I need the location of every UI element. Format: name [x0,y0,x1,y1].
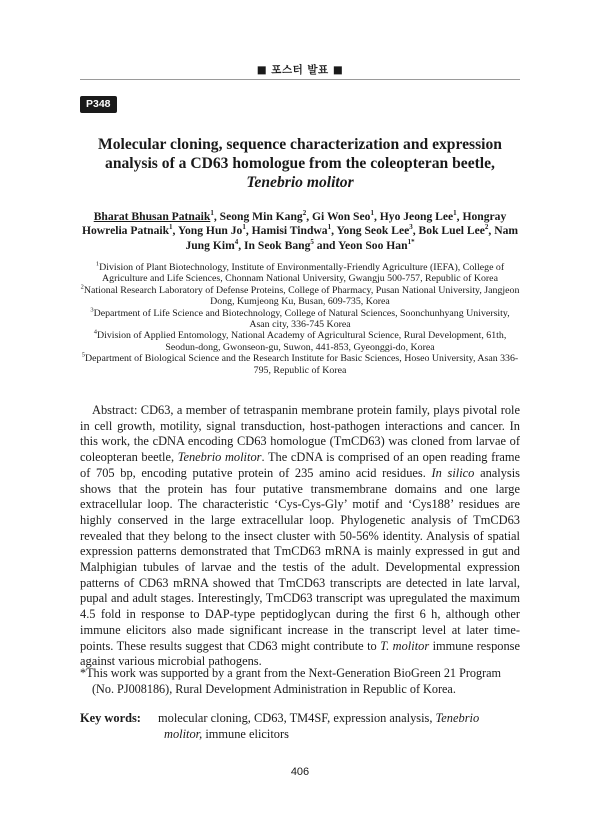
author-separator: , [331,224,337,238]
author-affiliation-mark: 4 [234,237,239,246]
author-affiliation-mark: 1 [327,223,332,232]
abstract-text-3: analysis shows that the protein has four putative transmembrane domains and one large extracellular loop. The characteristic ‘Cys-Cys-Gly’ motif and ‘Cys188’ residues are highly conserved in the large extracellular loop. Phylogenetic analysis of TmCD63 revealed that they belong to the insect cluster with 50-56% identity. Analysis of spatial expression patterns demonstrated that TmCD63 mRNA is mainly expressed in gut and Malphigian tubules of larvae and the testis of the adult. Developmental expression patterns of CD63 mRNA showed that TmCD63 transcripts are detected in late larval, pupal and adult stages. Interestingly, TmCD63 transcript was upregulated the maximum 4.5 fold in response to DAP-type peptidoglycan during the first 6 h, although other immune elicitors also made significant increase in the transcript level at later time-points. These results suggest that CD63 might contribute to [80,465,520,653]
author-affiliation-mark: 1 [453,209,457,218]
header-divider [80,79,520,80]
affiliation-list [80,262,520,376]
author-name: Yong Hun Jo [177,224,243,238]
abstract-species-2: T. molitor [380,638,430,653]
affiliation-number: 5 [81,351,86,359]
abstract-text-4: immune response against various microbial pathogens. [80,638,520,669]
author-affiliation-mark: 3 [409,223,413,232]
author-name: Seong Min Kang [219,210,303,223]
affiliation-number: 3 [90,306,94,314]
affiliation-text: Department of Biological Science and the Research Institute for Basic Sciences, Hoseo University, Asan 336-795, Republic of Korea [85,353,519,376]
funding-note: *This work was supported by a grant from the Next-Generation BioGreen 21 Program (No. PJ008186), Rural Development Administration in Republic of Korea. [80,666,502,696]
affiliation-text: Division of Plant Biotechnology, Institute of Environmentally-Friendly Agriculture (IEFA), College of Agriculture and Life Sciences, Chonnam National University, Gwangju 500-757, Republic of Korea [99,262,505,285]
poster-number-badge: P348 [80,96,117,113]
page-number: 406 [290,766,310,778]
author-name: Hongray Howrelia Patnaik [81,210,507,238]
author-separator: , [238,238,245,252]
affiliation-item [80,262,520,285]
author-name: Bharat Bhusan Patnaik [93,210,211,223]
author-affiliation-mark: 5 [310,237,314,246]
keywords-text: molecular cloning, CD63, TM4SF, expression analysis, [158,711,436,725]
author-affiliation-mark: 2 [484,223,489,232]
affiliation-number: 1 [95,260,100,268]
affiliation-text: Department of Life Science and Biotechnology, College of Natural Sciences, Soonchunhyang University, Asan city, 336-745 Korea [93,307,510,331]
author-name: Hamisi Tindwa [251,224,328,238]
author-name: Bok Luel Lee [418,224,485,238]
author-name: Hyo Jeong Lee [379,210,454,223]
abstract-species-1: Tenebrio molitor [177,450,262,465]
author-separator: , [373,210,380,223]
author-name: Yeon Soo Han [337,238,408,252]
author-separator: , [306,210,313,223]
abstract-text-2: . The cDNA is comprised of an open reading frame of 705 bp, encoding putative protein of 235 amino acid residues. [80,450,520,480]
author-list [80,210,520,253]
author-affiliation-mark: 2 [302,209,307,218]
affiliation-item [80,330,520,353]
affiliation-item [80,285,520,308]
author-name: Yong Seok Lee [336,224,410,238]
author-name: In Seok Bang [244,238,311,252]
keywords-species: Tenebrio molitor, [164,711,480,741]
abstract [80,403,520,670]
author-separator: , [172,224,178,238]
affiliation-number: 2 [80,283,84,291]
keywords [80,711,520,742]
author-separator: and [313,238,338,252]
author-name: Gi Won Seo [312,210,371,223]
author-separator: , [412,224,419,238]
author-affiliation-mark: 1 [210,209,214,218]
keywords-text-2: immune elicitors [202,726,289,741]
author-affiliation-mark: 1 [370,209,374,218]
abstract-text-1: Abstract: CD63, a member of tetraspanin membrane protein family, plays pivotal role in cell growth, motility, signal transduction, host-pathogen interactions and cancer. In this work, the cDNA encoding CD63 homologue (TmCD63) was cloned from larvae of coleopteran beetle, [80,403,520,465]
keywords-label: Key words: [80,711,141,725]
affiliation-text: National Research Laboratory of Defense Proteins, College of Pharmacy, Pusan National University, Jangjeon Dong, Kumjeong Ku, Busan, 609-735, Korea [83,284,520,308]
title-main: Molecular cloning, sequence characterization and expression analysis of a CD63 homologue from the coleopteran beetle, [98,136,502,172]
author-affiliation-mark: 1 [169,223,173,232]
author-separator: , [488,224,495,238]
paper-title [80,135,520,192]
author-affiliation-mark: 1 [242,223,246,232]
section-header: ■ 포스터 발표 ■ [256,64,344,76]
author-separator: , [213,210,220,223]
affiliation-item [80,308,520,331]
title-species: Tenebrio molitor [246,174,354,191]
affiliation-number: 4 [93,329,97,337]
author-affiliation-mark: 1* [407,237,415,246]
abstract-in-silico: In silico [431,465,475,480]
affiliation-text: Division of Applied Entomology, National Academy of Agricultural Science, Rural Development, 61th, Seodun-dong, Gwonseon-gu, Suwon, 441-853, Gyeonggi-do, Korea [96,330,507,353]
author-separator: , [245,224,252,238]
author-separator: , [456,210,463,223]
affiliation-item [80,353,520,376]
author-name: Nam Jung Kim [185,224,519,252]
